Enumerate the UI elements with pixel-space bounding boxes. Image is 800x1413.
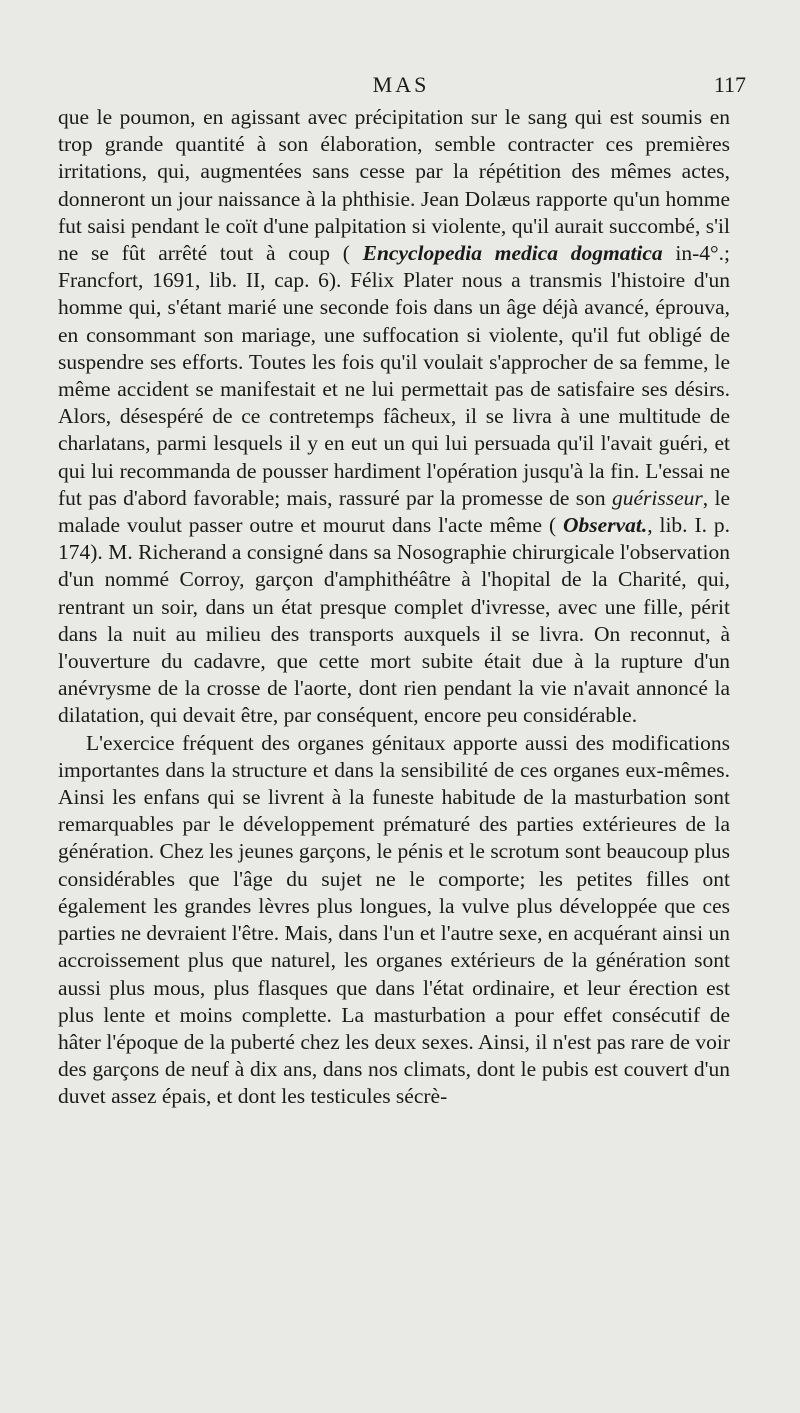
text-segment: , le malade voulut passer outre et mourut dans l'acte même (	[58, 485, 730, 538]
text-segment: que le poumon, en agissant avec précipitation sur le sang qui est soumis en trop grande quantité à son élaboration, semble contracter ces premières irritations, qui, augmentées sans cesse par la répétition des mêmes actes, donneront un jour naissance à la phthisie. Jean Dolæus rapporte qu'un homme fut saisi pendant le coït d'une palpitation si violente, qu'il aurait succombé, s'il ne se fût arrêté tout à coup (	[58, 105, 730, 266]
paragraph-1	[58, 104, 730, 730]
body-text	[58, 104, 730, 1111]
citation-title: Encyclopedia medica dogmatica	[362, 241, 663, 266]
text-segment: L'exercice fréquent des organes génitaux apporte aussi des modifications importantes dans la structure et dans la sensibilité de ces organes eux-mêmes. Ainsi les enfans qui se livrent à la funeste habitude de la masturbation sont remarquables par le développement prématuré des parties extérieures de la génération. Chez les jeunes garçons, le pénis et le scrotum sont beaucoup plus considérables que l'âge du sujet ne le comporte; les petites filles ont également les grandes lèvres plus longues, la vulve plus développée que ces parties ne devraient l'être. Mais, dans l'un et l'autre sexe, en acquérant ainsi un accroissement plus que naturel, les organes extérieurs de la génération sont aussi plus mous, plus flasques que dans l'état ordinaire, et leur érection est plus lente et moins complette. La masturbation a pour effet consécutif de hâter l'époque de la puberté chez les deux sexes. Ainsi, il n'est pas rare de voir des garçons de neuf à dix ans, dans nos climats, dont le pubis est couvert d'un duvet assez épais, et dont les testicules sécrè-	[58, 730, 730, 1109]
text-segment: in-4°.; Francfort, 1691, lib. II, cap. 6). Félix Plater nous a transmis l'histoire d'un homme qui, s'étant marié une seconde fois dans un âge déjà avancé, éprouva, en consommant son mariage, une suffocation si violente, qu'il fut obligé de suspendre ses efforts. Toutes les fois qu'il voulait s'approcher de sa femme, le même accident se manifestait et ne lui permettait pas de satisfaire ses désirs. Alors, désespéré de ce contretemps fâcheux, il se livra à une multitude de charlatans, parmi lesquels il y en eut un qui lui persuada qu'il l'avait guéri, et qui lui recommanda de pousser hardiment l'opération jusqu'à la fin. L'essai ne fut pas d'abord favorable; mais, rassuré par la promesse de son	[58, 241, 730, 510]
text-segment: , lib. I. p. 174). M. Richerand a consigné dans sa Nosographie chirurgicale l'observation d'un nommé Corroy, garçon d'amphithéâtre à l'hopital de la Charité, qui, rentrant un soir, dans un état presque complet d'ivresse, avec une fille, périt dans la nuit au milieu des transports auxquels il se livra. On reconnut, à l'ouverture du cadavre, que cette mort subite était due à la rupture d'un anévrysme de la crosse de l'aorte, dont rien pendant la vie n'avait annoncé la dilatation, qui devait être, par conséquent, encore peu considérable.	[58, 513, 730, 728]
page-number: 117	[713, 72, 746, 97]
page-header	[56, 70, 746, 104]
citation-title: Observat.	[563, 513, 648, 538]
running-head: MAS	[372, 72, 430, 97]
paragraph-2	[58, 730, 730, 1111]
italic-term: guérisseur	[612, 485, 703, 510]
